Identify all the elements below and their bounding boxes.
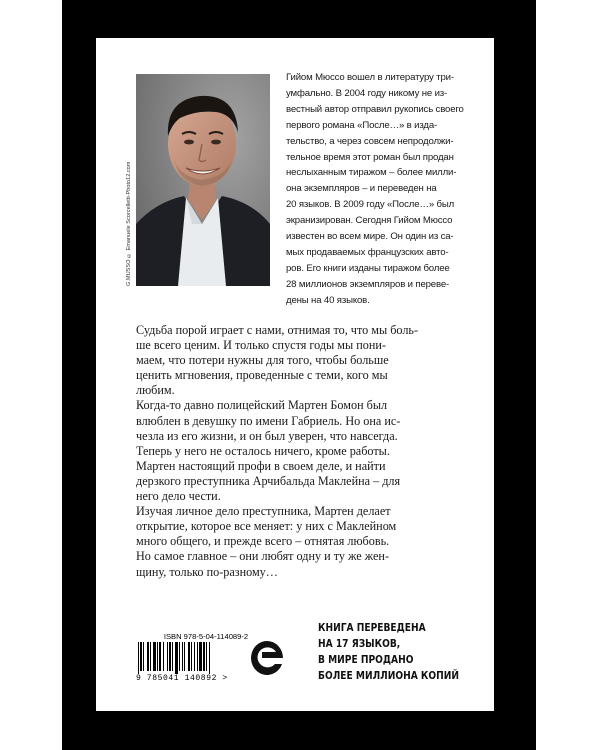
blurb-line: дерзкого преступника Арчибальда Маклейна – для — [136, 473, 401, 488]
bio-line: она экземпляров – и переведен на — [286, 183, 437, 195]
bio-line: 28 миллионов экземпляров и переве- — [286, 278, 450, 290]
author-portrait-icon — [136, 74, 270, 286]
blurb-line: открытие, которое все меняет: у них с Маклейном — [136, 519, 397, 534]
blurb-line: него дело чести. — [136, 489, 221, 504]
author-bio — [286, 70, 482, 309]
promo-line: БОЛЕЕ МИЛЛИОНА КОПИЙ — [318, 670, 459, 682]
blurb-line: щину, только по-разному… — [136, 564, 278, 579]
bio-line: дены на 40 языков. — [286, 294, 370, 306]
bio-line: мых продаваемых французских авто- — [286, 246, 449, 258]
blurb-line: Теперь у него не осталось ничего, кроме работы. — [136, 443, 390, 458]
bio-line: Гийом Мюссо вошел в литературу три- — [286, 72, 454, 83]
promo-line: В МИРЕ ПРОДАНО — [318, 654, 414, 666]
blurb-line: Судьба порой играет с нами, отнимая то, что мы боль- — [136, 323, 419, 337]
bio-line: ров. Его книги изданы тиражом более — [286, 262, 450, 274]
bio-line: тельное время этот роман был продан — [286, 151, 454, 163]
bio-line: тельство, а через совсем непродолжи- — [286, 135, 454, 147]
barcode-icon — [136, 642, 240, 674]
blurb-line: маем, что потери нужны для того, чтобы больше — [136, 353, 389, 368]
blurb-line: много общего, и прежде всего – отнятая любовь. — [136, 534, 390, 549]
bio-line: экранизирован. Сегодня Гийом Мюссо — [286, 215, 453, 227]
promo-text — [318, 620, 464, 684]
bio-line: известен во всем мире. Он один из са- — [286, 231, 454, 243]
blurb-line: любим. — [136, 383, 175, 398]
bio-line: 20 языков. В 2009 году «После…» был — [286, 199, 455, 211]
eksmo-e-logo-icon — [249, 638, 285, 678]
author-photo — [136, 74, 270, 286]
bio-line: умфально. В 2004 году никому не из- — [286, 87, 448, 99]
promo-line: НА 17 ЯЗЫКОВ, — [318, 638, 401, 650]
isbn-number: ISBN 978-5-04-114089-2 — [163, 632, 249, 641]
blurb-line: чезла из его жизни, и он был уверен, что навсегда. — [136, 428, 398, 443]
blurb-line: Когда-то давно полицейский Мартен Бомон был — [136, 398, 388, 413]
bio-line: вестный автор отправил рукопись своего — [286, 103, 464, 115]
back-cover-page — [96, 38, 494, 711]
book-blurb — [136, 323, 452, 580]
blurb-line: Но самое главное – они любят одну и ту же жен- — [136, 549, 390, 564]
blurb-line: ше всего ценим. И только спустя годы мы пони- — [136, 338, 386, 353]
blurb-line: влюблен в девушку по имени Габриель. Но она ис- — [136, 413, 401, 428]
photo-credit: G.MUSSO © Emanuele Scorcelletti-Photo12.com — [126, 161, 132, 286]
bio-line: первого романа «После…» в изда- — [286, 119, 438, 131]
blurb-line: Мартен настоящий профи в своем деле, и найти — [136, 458, 386, 473]
barcode-digits: 9 785041 140892 > — [136, 674, 228, 683]
blurb-line: ценить мгновения, проведенные с теми, кого мы — [136, 368, 388, 383]
bio-line: неслыханным тиражом – более милли- — [286, 167, 457, 179]
promo-line: КНИГА ПЕРЕВЕДЕНА — [318, 622, 426, 634]
blurb-line: Изучая личное дело преступника, Мартен делает — [136, 504, 391, 519]
